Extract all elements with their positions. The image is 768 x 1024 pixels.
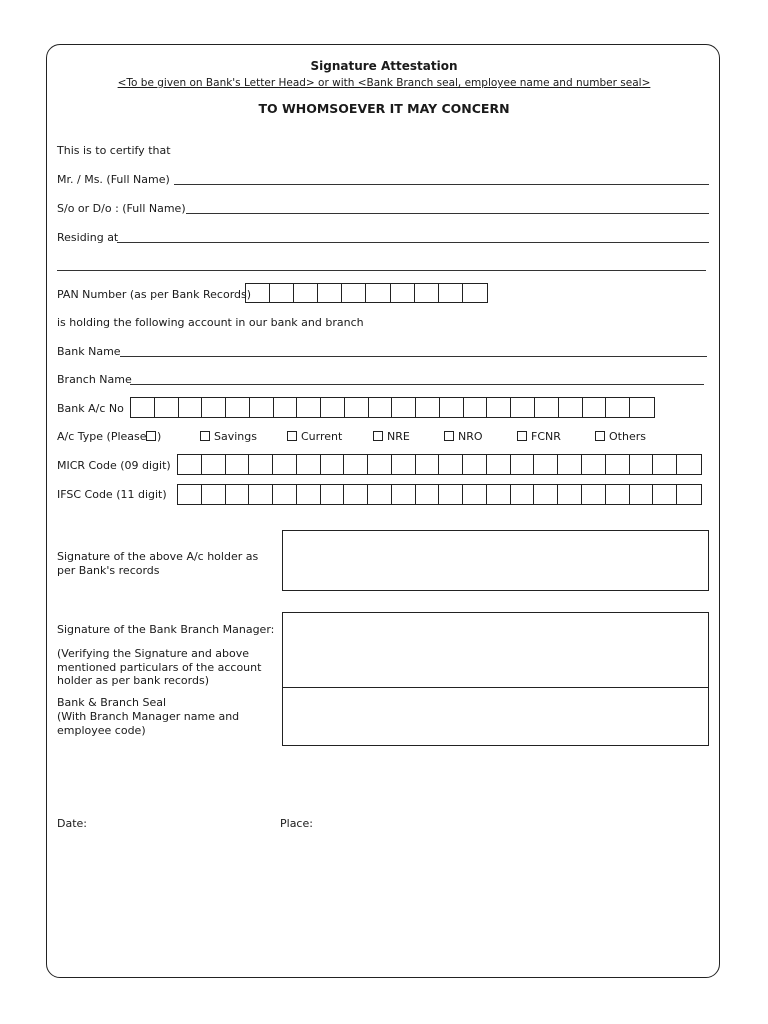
manager-signature-note: (Verifying the Signature and above mentioned particulars of the account holder as per bank records) (57, 647, 262, 687)
nre-checkbox[interactable] (373, 431, 383, 441)
others-label: Others (609, 430, 646, 443)
ac-type-close-paren: ) (157, 430, 162, 443)
address-field-line-2[interactable] (57, 270, 706, 271)
pan-boxes[interactable] (245, 283, 488, 303)
others-checkbox[interactable] (595, 431, 605, 441)
micr-boxes[interactable] (177, 454, 702, 475)
holding-text: is holding the following account in our bank and branch (57, 316, 364, 329)
nro-checkbox[interactable] (444, 431, 454, 441)
certify-text: This is to certify that (57, 144, 171, 157)
savings-label: Savings (214, 430, 257, 443)
current-label: Current (301, 430, 343, 443)
ac-type-label: A/c Type (Please (57, 430, 147, 443)
ac-type-tick-checkbox[interactable] (146, 431, 156, 441)
fcnr-label: FCNR (531, 430, 561, 443)
bank-name-label: Bank Name (57, 345, 121, 358)
branch-name-label: Branch Name (57, 373, 132, 386)
father-name-label: S/o or D/o : (Full Name) (57, 202, 186, 215)
current-checkbox[interactable] (287, 431, 297, 441)
ifsc-label: IFSC Code (11 digit) (57, 488, 167, 501)
micr-label: MICR Code (09 digit) (57, 459, 171, 472)
form-subtitle: <To be given on Bank's Letter Head> or with <Bank Branch seal, employee name and number seal> (117, 77, 651, 89)
form-heading: TO WHOMSOEVER IT MAY CONCERN (258, 101, 510, 116)
address-field-line-1[interactable] (117, 242, 709, 243)
account-number-label: Bank A/c No (57, 402, 124, 415)
name-field[interactable] (174, 184, 709, 185)
seal-label: Bank & Branch Seal (57, 696, 167, 709)
name-label: Mr. / Ms. (Full Name) (57, 173, 170, 186)
fcnr-checkbox[interactable] (517, 431, 527, 441)
manager-signature-label: Signature of the Bank Branch Manager: (57, 623, 275, 636)
manager-signature-box[interactable] (282, 612, 709, 688)
ifsc-boxes[interactable] (177, 484, 702, 505)
seal-note: (With Branch Manager name and employee code) (57, 710, 240, 737)
form-title: Signature Attestation (310, 59, 458, 73)
holder-signature-box[interactable] (282, 530, 709, 591)
bank-name-field[interactable] (120, 356, 707, 357)
father-name-field[interactable] (186, 213, 709, 214)
residing-label: Residing at (57, 231, 119, 244)
pan-label: PAN Number (as per Bank Records) (57, 288, 252, 301)
place-label: Place: (280, 817, 313, 830)
savings-checkbox[interactable] (200, 431, 210, 441)
nro-label: NRO (458, 430, 483, 443)
nre-label: NRE (387, 430, 410, 443)
seal-box[interactable] (282, 687, 709, 746)
account-number-boxes[interactable] (130, 397, 655, 418)
branch-name-field[interactable] (130, 384, 704, 385)
date-label: Date: (57, 817, 87, 830)
holder-signature-label: Signature of the above A/c holder as per Bank's records (57, 550, 259, 577)
